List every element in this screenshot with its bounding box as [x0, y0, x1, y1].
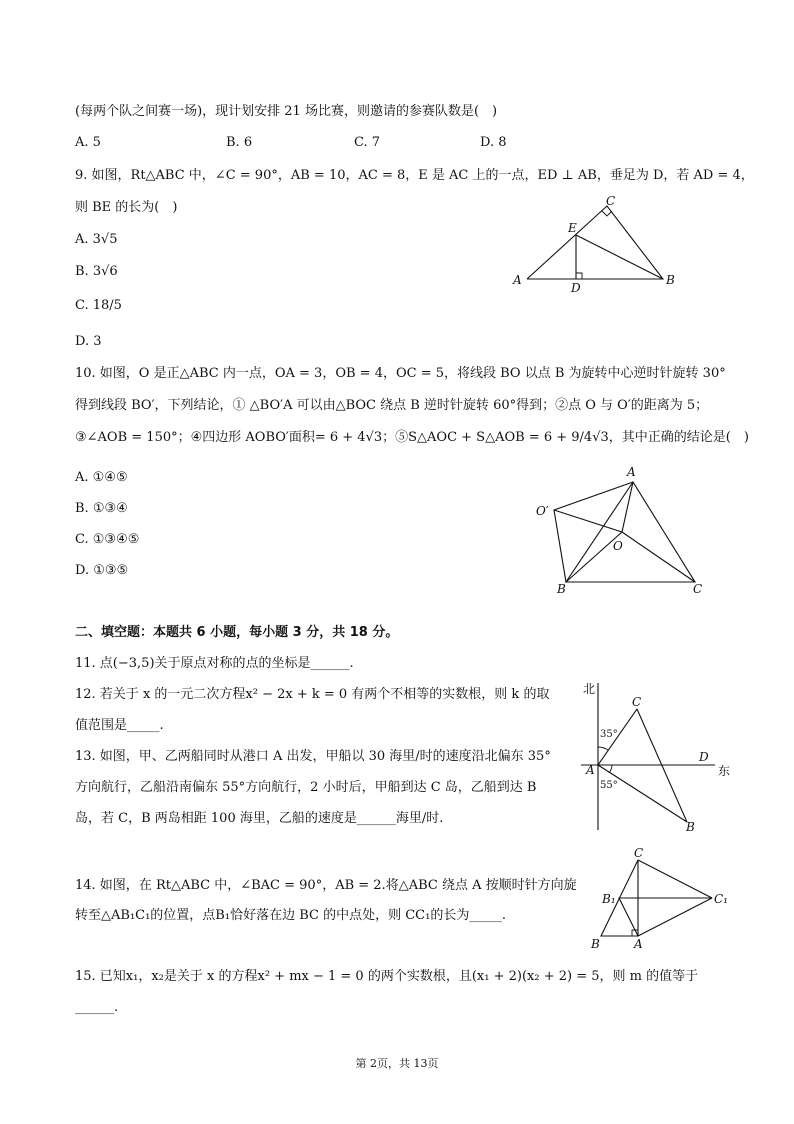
- q12-stem-line2: 值范围是_____.: [75, 718, 164, 733]
- q10-label-a: A: [627, 465, 636, 479]
- q13-label-north: 北: [583, 682, 596, 696]
- q9-label-d: D: [571, 281, 581, 293]
- q10-option-b[interactable]: B. ①③④: [75, 501, 128, 516]
- q11-text: 11. 点(−3,5)关于原点对称的点的坐标是______.: [75, 656, 354, 671]
- q9-option-b[interactable]: B. 3√6: [75, 264, 118, 279]
- q13-label-a: A: [586, 763, 595, 777]
- q14-segment-cc1: [638, 860, 712, 898]
- q13-angle-arc-55: [609, 765, 612, 773]
- q10-label-oprime: O′: [536, 504, 549, 518]
- q10-triangle-abc: [566, 482, 695, 582]
- q9-stem-line1: 9. 如图，Rt△ABC 中，∠C = 90°，AB = 10，AC = 8，E 是 AC 上的一点，ED ⊥ AB，垂足为 D，若 AD = 4，: [75, 168, 754, 183]
- q8-stem: (每两个队之间赛一场)，现计划安排 21 场比赛，则邀请的参赛队数是( ): [75, 104, 498, 119]
- q10-option-c[interactable]: C. ①③④⑤: [75, 532, 140, 547]
- q9-segment-eb: [576, 235, 663, 279]
- q9-label-a: A: [513, 273, 522, 287]
- q13-stem-line3: 岛，若 C，B 两岛相距 100 海里，乙船的速度是______海里/时.: [75, 811, 444, 826]
- q14-label-c1: C₁: [714, 892, 728, 906]
- q13-label-angle-55: 55°: [600, 780, 618, 791]
- q14-label-a: A: [634, 937, 643, 951]
- q10-label-c: C: [693, 582, 703, 595]
- q13-stem-line1: 13. 如图，甲、乙两船同时从港口 A 出发，甲船以 30 海里/时的速度沿北偏东 35°: [75, 749, 551, 764]
- q10-label-b: B: [557, 582, 566, 595]
- q13-label-east: 东: [718, 764, 731, 778]
- q13-label-c: C: [632, 695, 642, 709]
- q15-stem-line1: 15. 已知x₁，x₂是关于 x 的方程x² + mx − 1 = 0 的两个实数根，且(x₁ + 2)(x₂ + 2) = 5，则 m 的值等于: [75, 969, 699, 984]
- q9-right-angle-d: [576, 273, 582, 279]
- q9-right-angle-c: [602, 211, 612, 216]
- q8-option-b[interactable]: B. 6: [226, 135, 253, 150]
- q10-option-a[interactable]: A. ①④⑤: [75, 470, 128, 485]
- q10-label-o: O: [613, 539, 623, 553]
- q14-label-c: C: [634, 848, 644, 860]
- q9-label-b: B: [666, 273, 675, 287]
- q10-option-d[interactable]: D. ①③⑤: [75, 563, 129, 578]
- q10-stem-line1: 10. 如图，O 是正△ABC 内一点，OA = 3，OB = 4，OC = 5，将线段 BO 以点 B 为旋转中心逆时针旋转 30°: [75, 366, 726, 381]
- q8-option-d[interactable]: D. 8: [480, 135, 507, 150]
- q9-figure: [505, 193, 690, 293]
- q9-label-e: E: [568, 221, 577, 235]
- q9-triangle-abc: [527, 206, 663, 279]
- q14-label-b1: B₁: [602, 892, 616, 906]
- q13-segment-ab: [598, 765, 687, 822]
- q14-stem-line2: 转至△AB₁C₁的位置，点B₁恰好落在边 BC 的中点处，则 CC₁的长为_____.: [75, 908, 506, 923]
- q13-label-angle-35: 35°: [600, 729, 618, 740]
- q13-figure: [578, 675, 738, 835]
- q13-angle-arc-35: [598, 747, 608, 750]
- q13-label-d: D: [699, 750, 709, 764]
- q9-option-c[interactable]: C. 18/5: [75, 298, 122, 313]
- q14-label-b: B: [591, 937, 600, 951]
- q9-label-c: C: [606, 194, 616, 208]
- q13-stem-line2: 方向航行，乙船沿南偏东 55°方向航行，2 小时后，甲船到达 C 岛，乙船到达 B: [75, 780, 537, 795]
- q13-label-b: B: [686, 820, 695, 834]
- q14-figure: [585, 848, 735, 954]
- q9-option-d[interactable]: D. 3: [75, 334, 102, 349]
- q10-stem-line2: 得到线段 BO′，下列结论，① △BO′A 可以由△BOC 绕点 B 逆时针旋转 60°得到；②点 O 与 O′的距离为 5；: [75, 398, 709, 413]
- section2-heading: 二、填空题：本题共 6 小题，每小题 3 分，共 18 分。: [75, 625, 399, 640]
- q9-option-a[interactable]: A. 3√5: [75, 232, 118, 247]
- q10-figure: [530, 460, 715, 595]
- q10-stem-line3: ③∠AOB = 150°；④四边形 AOBO′面积= 6 + 4√3；⑤S△AOC + S△AOB = 6 + 9/4√3，其中正确的结论是( ): [75, 430, 749, 445]
- q14-stem-line1: 14. 如图，在 Rt△ABC 中，∠BAC = 90°，AB = 2.将△ABC 绕点 A 按顺时针方向旋: [75, 878, 577, 893]
- q15-stem-line2: ______.: [75, 1000, 119, 1015]
- q8-option-c[interactable]: C. 7: [354, 135, 381, 150]
- q10-segment-oc: [622, 532, 695, 582]
- q8-option-a[interactable]: A. 5: [75, 135, 101, 150]
- q9-stem-line2: 则 BE 的长为( ): [75, 200, 178, 215]
- q12-stem-line1: 12. 若关于 x 的一元二次方程x² − 2x + k = 0 有两个不相等的实数根，则 k 的取: [75, 687, 550, 702]
- page-footer: 第 2页，共 13页: [355, 1057, 439, 1070]
